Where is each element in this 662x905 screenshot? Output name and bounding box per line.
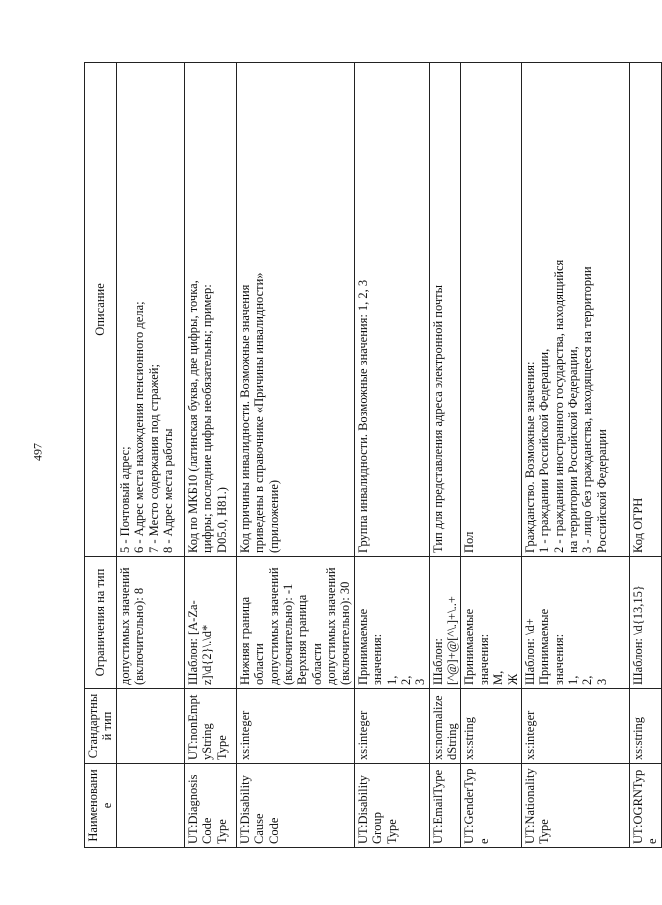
cell-restrictions [429,557,461,689]
cell-description [236,63,354,557]
cell-line: UT:EmailType [430,769,445,844]
table-row [116,63,184,848]
cell-line: Российской Федерации [594,429,609,553]
cell-standard-type [429,689,461,764]
cell-description [429,63,461,557]
cell-restrictions [461,557,522,689]
cell-line: (включительно): 30 [338,581,353,685]
cell-name [116,764,184,848]
cell-line: Тип для представления адреса электронной почты [430,284,445,553]
cell-standard-type [116,689,184,764]
cell-description [184,63,236,557]
cell-line: допустимых значений [324,567,338,685]
cell-line: xs:string [462,716,477,760]
table-row [354,63,429,848]
cell-line: Type [214,819,229,844]
cell-name [629,764,661,848]
cell-line: Ж [505,673,520,685]
header-name: Наименование [85,764,117,848]
cell-line: UT:GenderType [462,768,491,844]
cell-line: Type [384,819,399,844]
cell-description [521,63,629,557]
cell-line: 3 [594,678,609,685]
cell-standard-type [521,689,629,764]
cell-restrictions [116,557,184,689]
table-header-row [85,63,117,848]
cell-line: на территории Российской Федерации, [566,346,580,553]
cell-line: Принимаемые значения: [462,608,491,685]
table-row [429,63,461,848]
page-number: 497 [30,443,45,461]
cell-line: UT:DiagnosisCode [185,774,215,844]
cell-line: Группа инвалидности. Возможные значения: 1, 2, 3 [355,279,370,553]
cell-standard-type [461,689,522,764]
cell-line: xs:string [630,716,645,760]
cell-line: UT:OGRNType [630,769,660,844]
table-row [629,63,661,848]
cell-restrictions [629,557,661,689]
header-description: Описание [85,63,117,557]
cell-line: Код по МКБ10 (латинская буква, две цифры, точка, [185,280,200,553]
cell-name [461,764,522,848]
cell-line: xs:integer [522,710,537,760]
types-table [84,62,662,848]
cell-standard-type [184,689,236,764]
cell-line: Шаблон: \d+ [522,618,537,685]
cell-line: Code [266,817,281,844]
cell-line: Нижняя граница области [237,596,267,685]
cell-line: Верхняя граница области [295,594,324,685]
cell-line: Шаблон: [^@]+@[^\.]+\..+ [430,596,459,685]
cell-description [629,63,661,557]
cell-line: допустимых значений [266,567,281,685]
cell-line: М, [491,670,506,685]
cell-restrictions [521,557,629,689]
cell-line: Принимаемые значения: [537,608,566,685]
cell-line: 2 - граждании иностранного государства, находящийся [551,259,566,553]
cell-line: цифры; последние цифры необязательны; пример: [200,284,215,553]
cell-standard-type [236,689,354,764]
cell-description [461,63,522,557]
cell-line: xs:normalizedString [430,695,459,760]
cell-line: 2, [398,675,413,685]
cell-line: Код ОГРН [630,497,645,553]
cell-line: xs:integer [355,710,370,760]
cell-line: 5 - Почтовый адрес; [117,446,132,553]
cell-line: UT:DisabilityCause [237,775,267,844]
cell-restrictions [236,557,354,689]
cell-line: приведены в справочнике «Причины инвалидности» [252,272,267,553]
cell-line: Type [214,735,229,760]
cell-description [354,63,429,557]
header-restrictions: Ограничения на тип [85,557,117,689]
table-row [184,63,236,848]
cell-restrictions [354,557,429,689]
cell-line: UT:DisabilityGroup [355,775,385,844]
cell-standard-type [629,689,661,764]
table-body [116,63,661,848]
cell-restrictions [184,557,236,689]
cell-line: Принимаемые значения: [355,608,385,685]
cell-line: Пол [462,531,477,553]
cell-name [521,764,629,848]
cell-line: UT:nonEmptyString [185,694,215,760]
cell-line: 6 - Адрес места нахождения пенсионного дела; [132,301,147,553]
cell-line: 2, [580,675,595,685]
cell-line: Гражданство. Возможные значения: [522,361,537,553]
cell-line: (включительно): -1 [280,583,295,685]
cell-line: Код причины инвалидности. Возможные значения [237,284,252,553]
cell-line: 3 - лицо без гражданства, находящееся на территории [580,266,595,553]
cell-line: xs:integer [237,710,252,760]
cell-line: Шаблон: [A-Za-z]\d{2}\.\d* [185,600,215,685]
cell-line: (включительно): 8 [132,587,147,685]
header-standard-type: Стандартный тип [85,689,117,764]
cell-standard-type [354,689,429,764]
table-row [461,63,522,848]
cell-line: 1, [384,675,399,685]
table-row [521,63,629,848]
rotated-page-content [84,63,660,848]
cell-line: допустимых значений [117,567,132,685]
cell-name [429,764,461,848]
cell-line: 1, [566,675,580,685]
cell-line: D05.0, H81.) [214,487,229,553]
table-row [236,63,354,848]
cell-line: Шаблон: \d{13,15} [630,585,645,685]
cell-line: 1 - граждании Российской Федерации, [537,348,552,553]
cell-line: 7 - Место содержания под стражей; [146,364,161,553]
cell-line: (приложение) [266,479,281,553]
cell-line: UT:NationalityType [522,768,552,844]
cell-name [184,764,236,848]
cell-line: 3 [413,678,428,685]
cell-line: 8 - Адрес места работы [160,428,175,553]
cell-description [116,63,184,557]
cell-name [354,764,429,848]
cell-name [236,764,354,848]
